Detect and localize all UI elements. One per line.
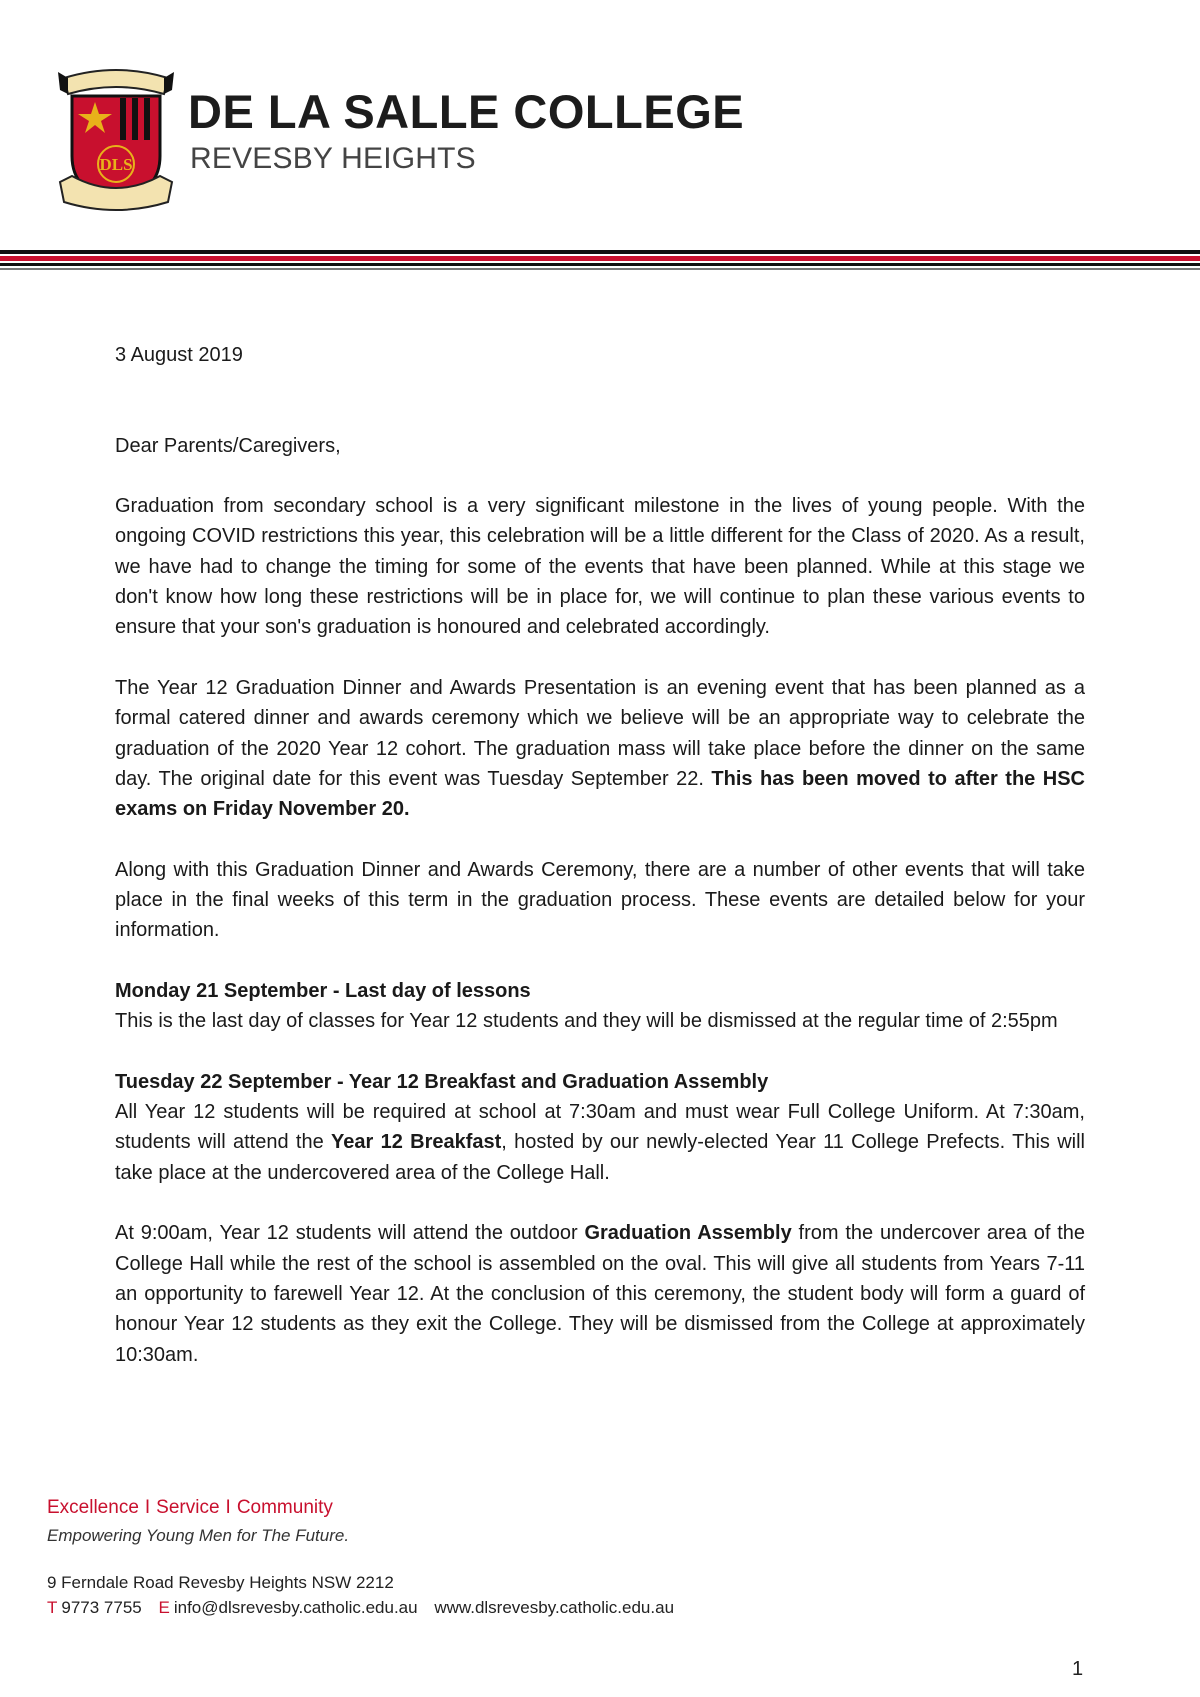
header-divider-grey: [0, 268, 1200, 270]
paragraph-assembly-2: from the undercover area of the College Hall while the rest of the school is assembled on the oval. This will give all students from Years 7-11 an opportunity to farewell Year 12. At the conclusion of this ceremony, the student body will form a guard of honour Year 12 students as they exit the College. They will be dismissed from the College at approximately 10:30am.: [115, 1222, 1085, 1366]
page-number: 1: [1072, 1658, 1084, 1680]
section-breakfast-body-2: , hosted by our newly-elected Year 11 College Prefects. This will take place at the undercovered area of the College Hall.: [115, 1131, 1085, 1184]
footer-address: 9 Ferndale Road Revesby Heights NSW 2212: [47, 1573, 394, 1592]
footer-tagline: Empowering Young Men for The Future.: [47, 1526, 350, 1545]
section-breakfast-heading: Tuesday 22 September - Year 12 Breakfast and Graduation Assembly: [115, 1070, 769, 1093]
paragraph-dinner-bold: This has been moved to after the HSC exams on Friday November 20.: [115, 767, 1085, 821]
school-crest-icon: [58, 64, 174, 214]
email-link[interactable]: info@dlsrevesby.catholic.edu.au: [173, 1598, 418, 1617]
phone-label: T: [47, 1598, 58, 1617]
motto-service: Service: [156, 1497, 220, 1518]
motto-excellence: Excellence: [47, 1497, 139, 1518]
section-breakfast-body-bold: Year 12 Breakfast: [331, 1131, 502, 1154]
motto-separator: I: [225, 1497, 231, 1518]
letter-body: [115, 340, 1085, 1400]
letter-date: 3 August 2019: [115, 344, 243, 366]
header-divider-red: [0, 256, 1200, 261]
phone-number: 9773 7755: [61, 1598, 142, 1617]
paragraph-events: Along with this Graduation Dinner and Awards Ceremony, there are a number of other events that will take place in the final weeks of this term in the graduation process. These events are detailed below for your information.: [115, 858, 1085, 942]
footer-contacts: [47, 1599, 674, 1616]
website-link[interactable]: www.dlsrevesby.catholic.edu.au: [434, 1598, 675, 1617]
section-breakfast-body-1: All Year 12 students will be required at school at 7:30am and must wear Full College Uniform. At 7:30am, students will attend the: [115, 1101, 1085, 1154]
paragraph-assembly-bold: Graduation Assembly: [584, 1222, 792, 1245]
section-breakfast: [115, 1067, 1085, 1188]
header-divider: [0, 250, 1200, 254]
section-last-day-heading: Monday 21 September - Last day of lessons: [115, 979, 531, 1002]
paragraph-dinner-text: The Year 12 Graduation Dinner and Awards Presentation is an evening event that has been planned as a formal catered dinner and awards ceremony which we believe will be an appropriate way to celebrate the graduation of the 2020 Year 12 cohort. The graduation mass will take place before the dinner on the same day. The original date for this event was Tuesday September 22.: [115, 676, 1085, 790]
section-last-day-body: This is the last day of classes for Year 12 students and they will be dismissed at the regular time of 2:55pm: [115, 1010, 1058, 1033]
section-last-day: [115, 976, 1085, 1037]
paragraph-dinner: [115, 673, 1085, 824]
motto-community: Community: [236, 1497, 333, 1518]
college-location: REVESBY HEIGHTS: [190, 142, 476, 175]
paragraph-intro: Graduation from secondary school is a very significant milestone in the lives of young people. With the ongoing COVID restrictions this year, this celebration will be a little different for the Class of 2020. As a result, we have had to change the timing for some of the events that have been planned. While at this stage we don't know how long these restrictions will be in place for, we will continue to plan these various events to ensure that your son's graduation is honoured and celebrated accordingly.: [115, 495, 1085, 639]
letter-greeting: Dear Parents/Caregivers,: [115, 434, 341, 457]
paragraph-assembly: [115, 1218, 1085, 1369]
header-divider-dark: [0, 263, 1200, 266]
svg-text:DLS: DLS: [99, 155, 133, 174]
footer-motto: [47, 1498, 333, 1517]
email-label: E: [158, 1598, 170, 1617]
motto-separator: I: [144, 1497, 151, 1518]
college-name: DE LA SALLE COLLEGE: [188, 85, 745, 138]
paragraph-assembly-1: At 9:00am, Year 12 students will attend the outdoor: [115, 1222, 585, 1245]
